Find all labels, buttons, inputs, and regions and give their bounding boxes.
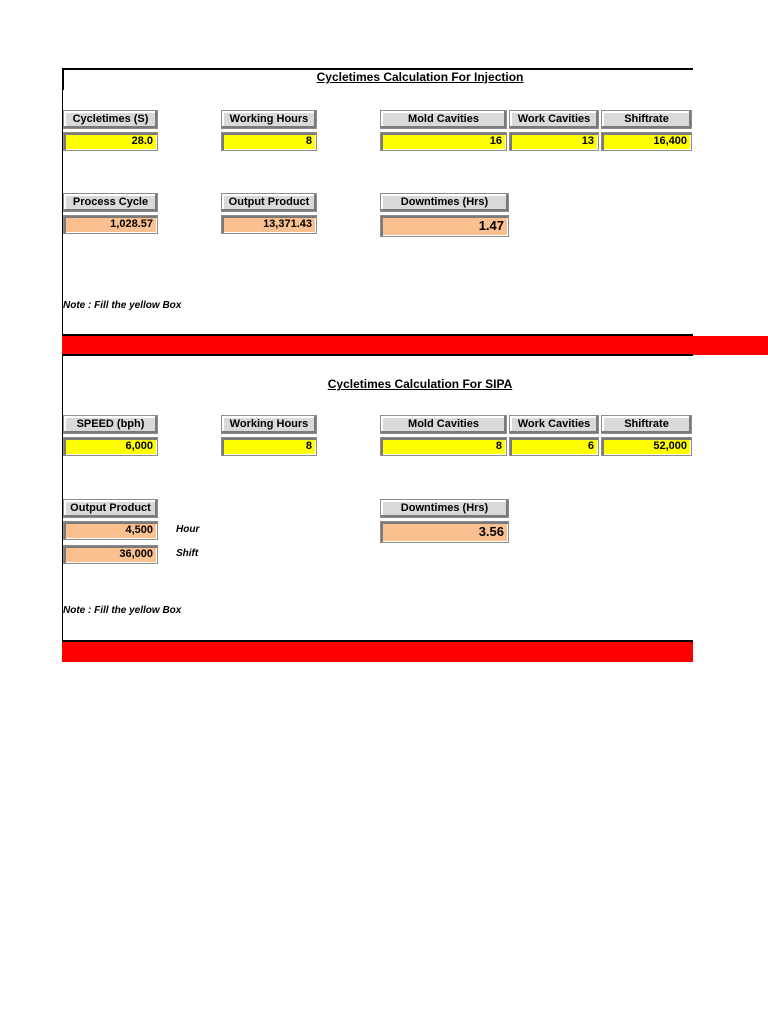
sipa-mold-cavities-input[interactable]: 8 (380, 437, 507, 456)
mold-cavities-input[interactable]: 16 (380, 132, 507, 151)
downtimes-header: Downtimes (Hrs) (380, 193, 509, 212)
cycletimes-input[interactable]: 28.0 (63, 132, 158, 151)
red-separator-band (62, 336, 768, 355)
sipa-mold-cavities-header: Mold Cavities (380, 415, 507, 434)
sipa-work-cavities-input[interactable]: 6 (509, 437, 599, 456)
speed-header: SPEED (bph) (63, 415, 158, 434)
sipa-downtimes-value: 3.56 (380, 521, 509, 543)
work-cavities-input[interactable]: 13 (509, 132, 599, 151)
shift-unit-label: Shift (176, 548, 199, 559)
speed-input[interactable]: 6,000 (63, 437, 158, 456)
hour-unit-label: Hour (176, 524, 200, 535)
injection-note: Note : Fill the yellow Box (63, 300, 182, 311)
sipa-note: Note : Fill the yellow Box (63, 605, 182, 616)
shiftrate-header: Shiftrate (601, 110, 692, 129)
sipa-section-title: Cycletimes Calculation For SIPA (327, 377, 513, 391)
sipa-shiftrate-header: Shiftrate (601, 415, 692, 434)
output-product-value: 13,371.43 (221, 215, 317, 234)
red-bottom-band (62, 642, 693, 662)
sipa-output-shift-value: 36,000 (63, 545, 158, 564)
left-border-line (62, 68, 64, 90)
sipa-downtimes-header: Downtimes (Hrs) (380, 499, 509, 518)
sipa-working-hours-input[interactable]: 8 (221, 437, 317, 456)
sipa-output-hour-value: 4,500 (63, 521, 158, 540)
working-hours-input[interactable]: 8 (221, 132, 317, 151)
working-hours-header: Working Hours (221, 110, 317, 129)
process-cycle-header: Process Cycle (63, 193, 158, 212)
sipa-output-product-header: Output Product (63, 499, 158, 518)
band-bottom-line (62, 354, 693, 356)
process-cycle-value: 1,028.57 (63, 215, 158, 234)
downtimes-value: 1.47 (380, 215, 509, 237)
cycletimes-header: Cycletimes (S) (63, 110, 158, 129)
work-cavities-header: Work Cavities (509, 110, 599, 129)
output-product-header: Output Product (221, 193, 317, 212)
shiftrate-input[interactable]: 16,400 (601, 132, 692, 151)
injection-section-title: Cycletimes Calculation For Injection (316, 70, 524, 84)
sipa-work-cavities-header: Work Cavities (509, 415, 599, 434)
mold-cavities-header: Mold Cavities (380, 110, 507, 129)
sipa-working-hours-header: Working Hours (221, 415, 317, 434)
sipa-shiftrate-input[interactable]: 52,000 (601, 437, 692, 456)
